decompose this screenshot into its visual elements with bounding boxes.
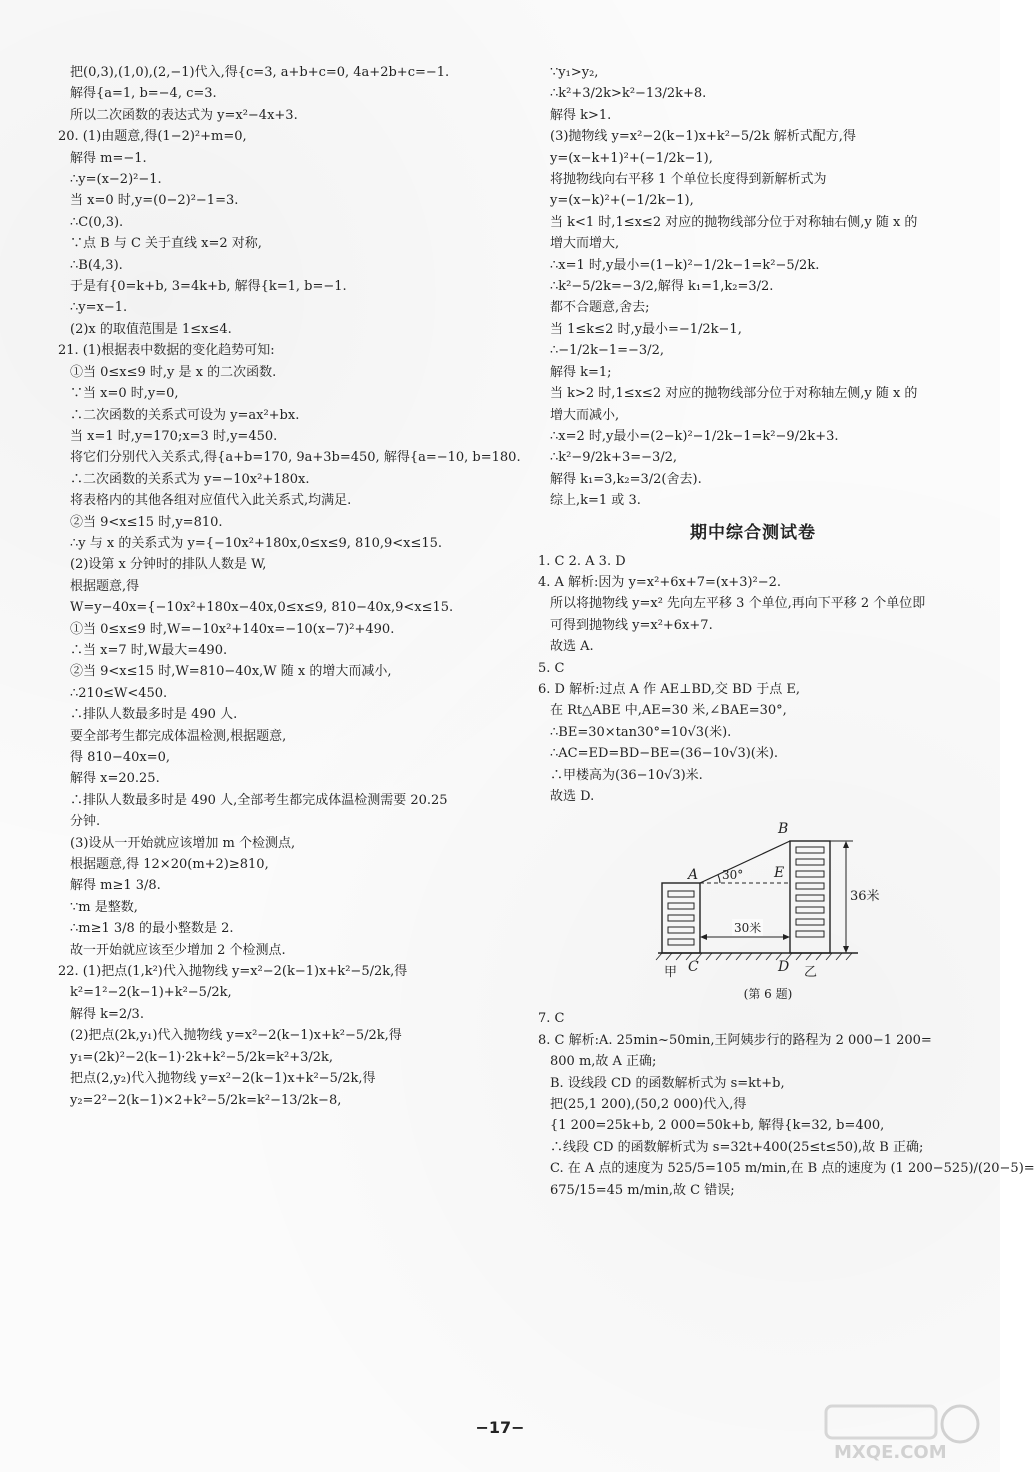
right-mid-line: 所以将抛物线 y=x² 先向左平移 3 个单位,再向下平移 2 个单位即 — [550, 596, 926, 612]
left-column-line: 20. (1)由题意,得(1−2)²+m=0, — [58, 129, 247, 145]
right-mid-line: 在 Rt△ABE 中,AE=30 米,∠BAE=30°, — [550, 703, 787, 719]
watermark-text: MXQE.COM — [834, 1442, 947, 1463]
right-mid-line: ∴BE=30×tan30°=10√3(米). — [550, 724, 732, 740]
right-top-line: ∴k²−9/2k+3=−3/2, — [550, 450, 678, 466]
left-column-line: 解得 x=20.25. — [70, 771, 160, 787]
left-column-line: ∴y=x−1. — [70, 300, 128, 316]
label-height: 36米 — [850, 889, 880, 905]
left-column-line: ∴二次函数的关系式为 y=−10x²+180x. — [70, 471, 310, 487]
label-jia: 甲 — [664, 965, 678, 981]
left-column-line: 22. (1)把点(1,k²)代入抛物线 y=x²−2(k−1)x+k²−5/2k,得 — [58, 964, 408, 980]
label-yi: 乙 — [804, 965, 818, 981]
left-column-line: (2)设第 x 分钟时的排队人数是 W, — [70, 557, 267, 573]
figure-q6 — [648, 815, 888, 985]
right-top-line: 解得 k₁=3,k₂=3/2(舍去). — [550, 471, 702, 487]
left-column-line: y₁=(2k)²−2(k−1)·2k+k²−5/2k=k²+3/2k, — [70, 1049, 334, 1065]
right-top-line: ∴−1/2k−1=−3/2, — [550, 343, 664, 359]
right-top-line: 将抛物线向右平移 1 个单位长度得到新解析式为 — [550, 172, 827, 188]
left-column-line: 解得 m≥1 3/8. — [70, 878, 161, 894]
right-bottom-line: C. 在 A 点的速度为 525/5=105 m/min,在 B 点的速度为 (1 200−525)/(20−5)= — [550, 1161, 1035, 1177]
left-column-line: (3)设从一开始就应该增加 m 个检测点, — [70, 835, 296, 851]
right-top-line: ∵y₁>y₂, — [550, 65, 599, 80]
left-column-line: 要全部考生都完成体温检测,根据题意, — [70, 728, 287, 744]
label-C: C — [688, 959, 699, 976]
left-column-line: 把点(2,y₂)代入抛物线 y=x²−2(k−1)x+k²−5/2k,得 — [70, 1071, 376, 1087]
section-title: 期中综合测试卷 — [690, 522, 816, 543]
left-column-line: k²=1²−2(k−1)+k²−5/2k, — [70, 985, 232, 1001]
right-top-line: 解得 k=1; — [550, 364, 612, 380]
left-column-line: 将表格内的其他各组对应值代入此关系式,均满足. — [70, 493, 352, 509]
left-column-line: ∴210≤W<450. — [70, 685, 168, 701]
right-bottom-line: 把(25,1 200),(50,2 000)代入,得 — [550, 1097, 747, 1113]
right-top-line: y=(x−k)²+(−1/2k−1), — [550, 193, 694, 209]
right-mid-line: 6. D 解析:过点 A 作 AE⊥BD,交 BD 于点 E, — [538, 681, 800, 697]
right-top-line: 解得 k>1. — [550, 107, 612, 123]
right-top-line: 都不合题意,舍去; — [550, 300, 650, 316]
left-column-line: 根据题意,得 — [70, 578, 140, 594]
right-bottom-line: 800 m,故 A 正确; — [550, 1054, 657, 1070]
page-number: −17− — [475, 1418, 525, 1437]
left-column-line: ∵m 是整数, — [70, 899, 138, 915]
left-column-line: (2)把点(2k,y₁)代入抛物线 y=x²−2(k−1)x+k²−5/2k,得 — [70, 1028, 402, 1044]
left-column-line: 当 x=1 时,y=170;x=3 时,y=450. — [70, 428, 278, 444]
right-top-line: 当 k<1 时,1≤x≤2 对应的抛物线部分位于对称轴右侧,y 随 x 的 — [550, 214, 918, 230]
right-mid-line: 可得到抛物线 y=x²+6x+7. — [550, 617, 713, 633]
right-mid-line: 5. C — [538, 660, 565, 676]
right-mid-line: 4. A 解析:因为 y=x²+6x+7=(x+3)²−2. — [538, 574, 782, 590]
left-column-line: ∵当 x=0 时,y=0, — [70, 386, 179, 402]
left-column-line: ∴m≥1 3/8 的最小整数是 2. — [70, 921, 234, 937]
figure-caption: (第 6 题) — [743, 987, 793, 1002]
label-E: E — [774, 865, 785, 882]
right-top-line: ∴x=1 时,y最小=(1−k)²−1/2k−1=k²−5/2k. — [550, 257, 820, 273]
left-column-line: W=y−40x={−10x²+180x−40x,0≤x≤9, 810−40x,9<x≤15. — [70, 600, 454, 616]
right-top-line: 当 1≤k≤2 时,y最小=−1/2k−1, — [550, 321, 742, 337]
left-column-line: ∴y 与 x 的关系式为 y={−10x²+180x,0≤x≤9, 810,9<x≤15. — [70, 535, 443, 551]
right-column — [528, 62, 1035, 1201]
left-column-line: 根据题意,得 12×20(m+2)≥810, — [70, 857, 269, 873]
left-column-line: ①当 0≤x≤9 时,y 是 x 的二次函数. — [70, 364, 277, 380]
right-mid-line: 故选 A. — [550, 639, 594, 655]
left-column-line: ∴排队人数最多时是 490 人. — [70, 707, 238, 723]
left-column-line: (2)x 的取值范围是 1≤x≤4. — [70, 321, 232, 337]
left-column-line: y₂=2²−2(k−1)×2+k²−5/2k=k²−13/2k−8, — [70, 1092, 342, 1108]
right-mid-line: ∴甲楼高为(36−10√3)米. — [550, 767, 703, 783]
right-top-line: 当 k>2 时,1≤x≤2 对应的抛物线部分位于对称轴左侧,y 随 x 的 — [550, 386, 918, 402]
right-bottom-line: 675/15=45 m/min,故 C 错误; — [550, 1182, 735, 1198]
left-column-line: 得 810−40x=0, — [70, 750, 171, 765]
left-column-line: 解得 k=2/3. — [70, 1006, 144, 1022]
left-column-line: ∴当 x=7 时,W最大=490. — [70, 642, 228, 658]
left-column-line: ∴二次函数的关系式可设为 y=ax²+bx. — [70, 407, 300, 423]
right-bottom-line: 7. C — [538, 1011, 565, 1027]
watermark-logo — [820, 1400, 990, 1464]
left-column-line: 解得{a=1, b=−4, c=3. — [70, 86, 217, 102]
left-column-line: 分钟. — [70, 814, 101, 830]
left-column-line: ∴排队人数最多时是 490 人,全部考生都完成体温检测需要 20.25 — [70, 792, 448, 808]
label-angle: 30° — [722, 868, 744, 883]
right-top-line: 增大而增大, — [550, 236, 620, 252]
right-top-line: (3)抛物线 y=x²−2(k−1)x+k²−5/2k 解析式配方,得 — [550, 129, 856, 145]
left-column-line: 当 x=0 时,y=(0−2)²−1=3. — [70, 193, 239, 209]
label-width: 30米 — [734, 921, 762, 936]
left-column-line: ∴C(0,3). — [70, 214, 124, 230]
right-top-line: ∴x=2 时,y最小=(2−k)²−1/2k−1=k²−9/2k+3. — [550, 428, 839, 444]
left-column-line: ∴B(4,3). — [70, 257, 123, 273]
right-mid-line: 1. C 2. A 3. D — [538, 553, 626, 569]
right-top-line: ∴k²−5/2k=−3/2,解得 k₁=1,k₂=3/2. — [550, 279, 774, 295]
right-top-line: 增大而减小, — [550, 407, 620, 423]
left-column — [48, 62, 521, 1111]
right-bottom-line: {1 200=25k+b, 2 000=50k+b, 解得{k=32, b=400, — [550, 1118, 885, 1134]
right-bottom-line: B. 设线段 CD 的函数解析式为 s=kt+b, — [550, 1075, 785, 1091]
label-A: A — [688, 867, 699, 884]
left-column-line: ②当 9<x≤15 时,y=810. — [70, 514, 223, 530]
left-column-line: 把(0,3),(1,0),(2,−1)代入,得{c=3, a+b+c=0, 4a+2b+c=−1. — [70, 65, 450, 80]
right-top-line: ∴k²+3/2k>k²−13/2k+8. — [550, 86, 707, 102]
right-mid-line: 故选 D. — [550, 789, 595, 804]
left-column-line: 故一开始就应该至少增加 2 个检测点. — [70, 942, 286, 958]
left-column-line: 于是有{0=k+b, 3=4k+b, 解得{k=1, b=−1. — [70, 279, 347, 295]
left-column-line: 将它们分别代入关系式,得{a+b=170, 9a+3b=450, 解得{a=−10, b=180. — [70, 450, 521, 466]
label-D: D — [778, 959, 790, 976]
right-mid-line: ∴AC=ED=BD−BE=(36−10√3)(米). — [550, 746, 779, 762]
right-top-line: y=(x−k+1)²+(−1/2k−1), — [550, 150, 713, 166]
right-top-line: 综上,k=1 或 3. — [550, 493, 641, 509]
left-column-line: 所以二次函数的表达式为 y=x²−4x+3. — [70, 107, 298, 123]
left-column-line: 解得 m=−1. — [70, 150, 147, 166]
left-column-line: ②当 9<x≤15 时,W=810−40x,W 随 x 的增大而减小, — [70, 664, 392, 680]
left-column-line: ∴y=(x−2)²−1. — [70, 172, 162, 188]
left-column-line: ∵点 B 与 C 关于直线 x=2 对称, — [70, 236, 262, 252]
left-column-line: 21. (1)根据表中数据的变化趋势可知: — [58, 343, 275, 359]
left-column-line: ①当 0≤x≤9 时,W=−10x²+140x=−10(x−7)²+490. — [70, 621, 395, 637]
label-B: B — [778, 821, 789, 838]
right-bottom-line: ∴线段 CD 的函数解析式为 s=32t+400(25≤t≤50),故 B 正确; — [550, 1139, 924, 1155]
right-bottom-line: 8. C 解析:A. 25min~50min,王阿姨步行的路程为 2 000−1 200= — [538, 1032, 932, 1048]
